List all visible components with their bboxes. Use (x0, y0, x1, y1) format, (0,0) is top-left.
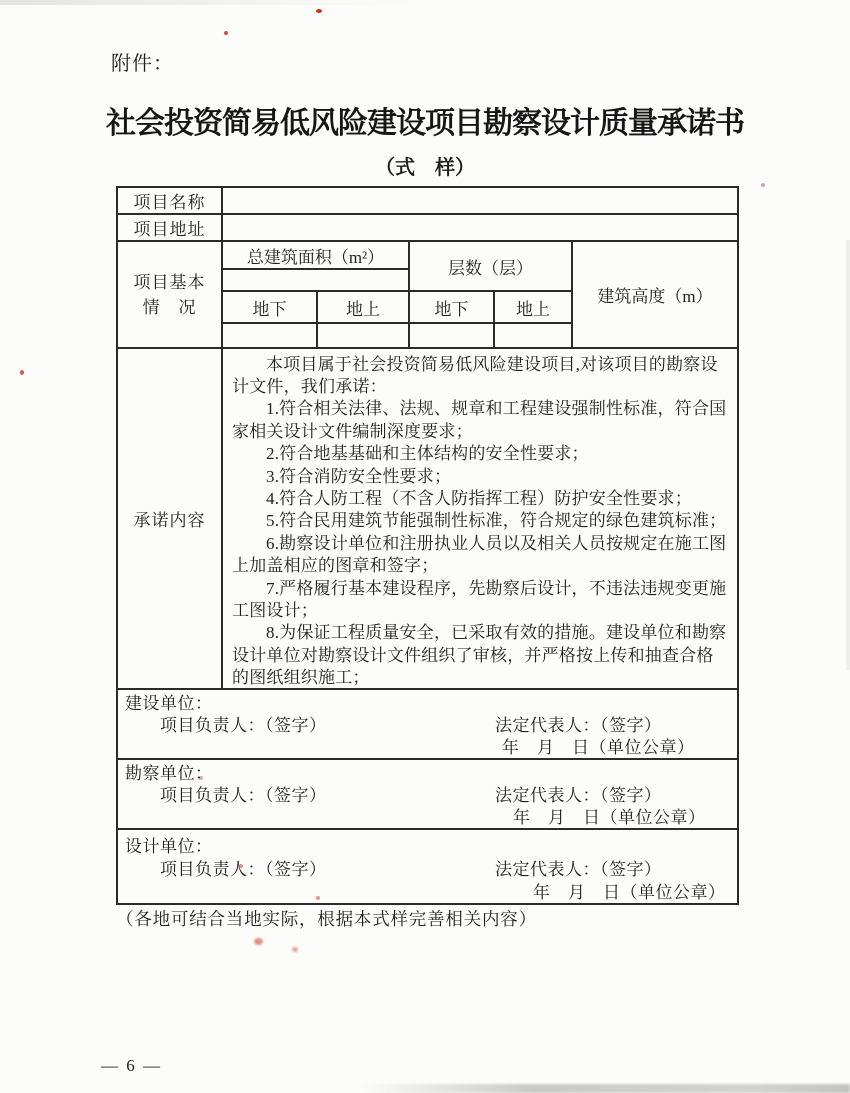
unit-label: 建设单位： (125, 694, 213, 713)
scan-speck (316, 9, 322, 13)
construction-unit-cell (117, 689, 738, 759)
commitment-paragraph: 8.为保证工程质量安全，已采取有效的措施。建设单位和勘察设计单位对勘察设计文件组织了审核，并严格按上传和抽查合格的图纸组织施工； (232, 623, 727, 688)
project-manager-label: 项目负责人：（签字） (160, 716, 327, 735)
signature-block-survey-unit (117, 759, 738, 829)
scan-speck (224, 31, 228, 35)
project-manager-label: 项目负责人：（签字） (160, 786, 327, 805)
project-name-value-cell (222, 187, 738, 214)
building-height-header: 建筑高度（m） (572, 241, 738, 348)
scan-speck (292, 947, 298, 952)
project-name-label: 项目名称 (117, 187, 222, 214)
basic-info-label-line1: 项目基本 (133, 272, 206, 292)
legal-representative-label: 法定代表人：（签字） (495, 716, 662, 735)
commitment-form-table (116, 186, 739, 905)
floors-header: 层数（层） (409, 241, 572, 291)
signature-block-construction-unit (117, 689, 738, 759)
commitment-content (222, 348, 738, 689)
commitment-label: 承诺内容 (117, 348, 222, 689)
page-number: — 6 — (101, 1056, 162, 1075)
commitment-paragraph: 4.符合人防工程（不含人防指挥工程）防护安全性要求； (266, 488, 692, 508)
unit-label: 设计单位： (125, 837, 213, 856)
legal-representative-label: 法定代表人：（签字） (495, 786, 662, 805)
unit-label: 勘察单位： (125, 764, 213, 783)
basic-info-label (117, 241, 222, 348)
survey-unit-cell (117, 759, 738, 829)
floors-aboveground-value-cell (494, 323, 572, 348)
area-underground-value-cell (222, 323, 317, 348)
basic-info-header-row (117, 241, 738, 269)
basic-info-label-line2: 情 况 (142, 297, 197, 317)
attachment-label: 附件： (111, 53, 174, 75)
document-subtitle: （式 样） (375, 157, 475, 179)
footer-note: （各地可结合当地实际，根据本式样完善相关内容） (116, 909, 537, 929)
date-stamp-label: 年 月 日（单位公章） (502, 738, 695, 757)
commitment-row (117, 348, 738, 689)
scan-speck (20, 370, 24, 375)
legal-representative-label: 法定代表人：（签字） (495, 860, 662, 879)
scan-speck (254, 938, 263, 945)
area-aboveground-value-cell (317, 323, 409, 348)
floors-underground-header: 地下 (409, 291, 494, 323)
date-stamp-label: 年 月 日（单位公章） (513, 808, 706, 827)
project-manager-label: 项目负责人：（签字） (160, 860, 327, 879)
commitment-paragraph: 3.符合消防安全性要求； (266, 466, 452, 486)
commitment-paragraph: 本项目属于社会投资简易低风险建设项目,对该项目的勘察设计文件，我们承诺： (232, 354, 718, 396)
signature-block-design-unit (117, 829, 738, 904)
floors-underground-value-cell (409, 323, 494, 348)
design-unit-cell (117, 829, 738, 904)
commitment-paragraph: 1.符合相关法律、法规、规章和工程建设强制性标准，符合国家相关设计文件编制深度要求； (232, 399, 727, 441)
floors-aboveground-header: 地上 (494, 291, 572, 323)
commitment-paragraph: 6.勘察设计单位和注册执业人员以及相关人员按规定在施工图上加盖相应的图章和签字； (232, 533, 727, 576)
commitment-text-block (223, 350, 737, 688)
area-aboveground-header: 地上 (317, 291, 409, 323)
commitment-paragraph: 2.符合地基基础和主体结构的安全性要求； (266, 444, 589, 464)
scan-artifact-top-edge (0, 0, 420, 5)
area-underground-header: 地下 (222, 291, 317, 323)
project-name-row (117, 187, 738, 214)
commitment-paragraph: 7.严格履行基本建设程序，先勘察后设计，不违法违规变更施工图设计； (232, 578, 727, 620)
date-stamp-label: 年 月 日（单位公章） (533, 883, 726, 902)
commitment-paragraph: 5.符合民用建筑节能强制性标准，符合规定的绿色建筑标准； (266, 511, 727, 531)
document-title: 社会投资简易低风险建设项目勘察设计质量承诺书 (106, 107, 744, 140)
project-address-row (117, 214, 738, 241)
total-area-header: 总建筑面积（m²） (222, 241, 409, 269)
project-address-value-cell (222, 214, 738, 241)
project-address-label: 项目地址 (117, 214, 222, 241)
total-area-spacer-cell (222, 269, 409, 291)
scan-speck (761, 183, 765, 187)
scan-artifact-bottom-edge (360, 1084, 850, 1093)
scan-artifact-right-edge (846, 240, 850, 670)
